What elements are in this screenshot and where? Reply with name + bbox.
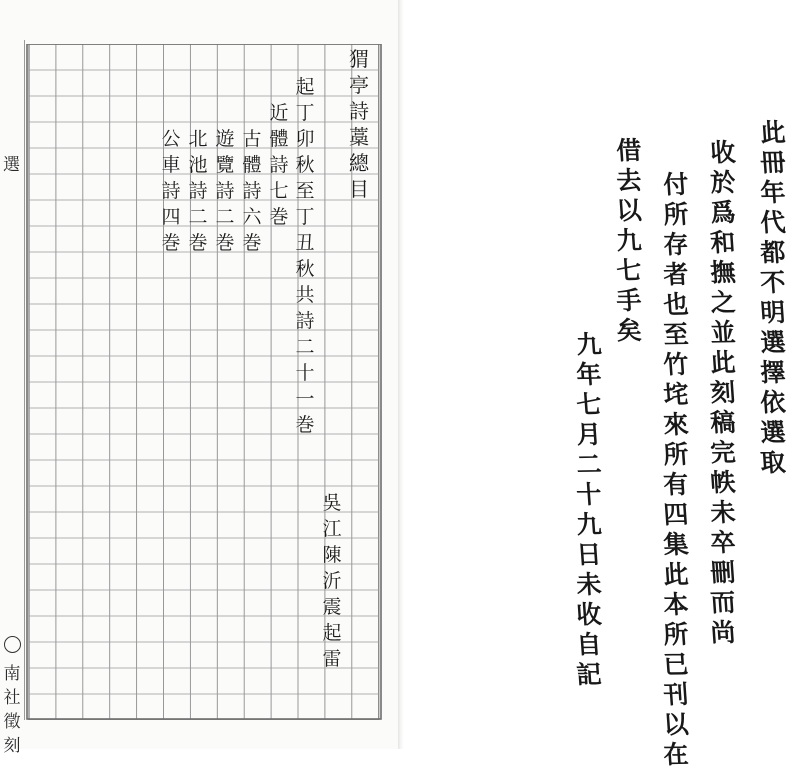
note-character: 者 xyxy=(662,259,690,290)
printer-mark-character: 徵 xyxy=(3,712,21,732)
note-character: 付 xyxy=(662,169,690,200)
title-character: 總 xyxy=(349,151,369,175)
author-character: 起 xyxy=(322,622,342,644)
note-character: 帙 xyxy=(709,467,737,498)
title-character: 目 xyxy=(349,177,369,201)
printer-mark-character: 社 xyxy=(3,688,21,708)
note-character: 代 xyxy=(759,207,787,238)
note-character: 所 xyxy=(662,439,690,470)
left-page xyxy=(0,0,400,756)
note-character: 年 xyxy=(575,359,603,390)
note-character: 以 xyxy=(615,195,643,226)
catalog-line-summary xyxy=(292,74,318,438)
note-character: 手 xyxy=(615,285,643,316)
catalog-character: 車 xyxy=(161,154,181,176)
note-character: 和 xyxy=(709,227,737,258)
catalog-character: 詩 xyxy=(269,154,289,176)
note-character: 來 xyxy=(662,409,690,440)
note-character: 未 xyxy=(709,497,737,528)
catalog-character: 七 xyxy=(269,180,289,202)
catalog-character: 二 xyxy=(295,336,315,358)
handwritten-note-column xyxy=(612,136,646,346)
catalog-character: 詩 xyxy=(161,180,181,202)
note-character: 有 xyxy=(662,469,690,500)
note-character: 七 xyxy=(575,389,603,420)
catalog-character: 巻 xyxy=(188,232,208,254)
author-character: 震 xyxy=(322,596,342,618)
catalog-character: 二 xyxy=(188,206,208,228)
catalog-character: 四 xyxy=(161,206,181,228)
title-character: 亭 xyxy=(349,73,369,97)
catalog-character: 秋 xyxy=(295,258,315,280)
note-character: 擇 xyxy=(759,357,787,388)
note-character: 明 xyxy=(759,297,787,328)
note-character: 收 xyxy=(709,137,737,168)
note-character: 九 xyxy=(615,225,643,256)
printer-mark-circle xyxy=(4,636,21,653)
manuscript-grid-sheet xyxy=(26,44,384,720)
note-character: 二 xyxy=(575,449,603,480)
catalog-character: 公 xyxy=(161,128,181,150)
note-character: 已 xyxy=(662,649,690,680)
note-character: 七 xyxy=(615,255,643,286)
author-character: 陳 xyxy=(322,544,342,566)
note-character: 之 xyxy=(709,287,737,318)
catalog-character: 巻 xyxy=(295,414,315,436)
catalog-character: 至 xyxy=(295,180,315,202)
note-character: 四 xyxy=(662,499,690,530)
note-character: 刊 xyxy=(662,679,690,710)
catalog-character: 池 xyxy=(188,154,208,176)
catalog-character: 巻 xyxy=(242,232,262,254)
catalog-character: 體 xyxy=(242,154,262,176)
note-character: 不 xyxy=(759,267,787,298)
title-character: 猬 xyxy=(349,47,369,71)
note-character: 也 xyxy=(662,289,690,320)
note-character: 借 xyxy=(615,135,643,166)
note-character: 十 xyxy=(575,479,603,510)
note-character: 完 xyxy=(709,437,737,468)
catalog-character: 十 xyxy=(295,362,315,384)
catalog-character: 共 xyxy=(295,284,315,306)
catalog-character: 丁 xyxy=(295,102,315,124)
handwritten-note-column xyxy=(756,118,790,478)
catalog-character: 丁 xyxy=(295,206,315,228)
note-character: 竹 xyxy=(662,349,690,380)
note-character: 垞 xyxy=(662,379,690,410)
note-character: 所 xyxy=(662,619,690,650)
handwritten-note-column xyxy=(659,170,693,770)
author-character: 沂 xyxy=(322,570,342,592)
note-character: 選 xyxy=(759,327,787,358)
note-character: 爲 xyxy=(709,197,737,228)
catalog-character: 詩 xyxy=(242,180,262,202)
note-character: 於 xyxy=(709,167,737,198)
note-character: 都 xyxy=(759,237,787,268)
note-character: 而 xyxy=(709,587,737,618)
handwritten-note-column xyxy=(572,330,606,690)
note-character: 日 xyxy=(575,539,603,570)
author-signature xyxy=(319,490,345,672)
catalog-character: 六 xyxy=(242,206,262,228)
catalog-character: 巻 xyxy=(215,232,235,254)
margin-character: 選 xyxy=(3,155,20,175)
catalog-character: 巻 xyxy=(161,232,181,254)
catalog-character: 一 xyxy=(295,388,315,410)
catalog-character: 遊 xyxy=(215,128,235,150)
note-character: 取 xyxy=(759,447,787,478)
author-character: 吳 xyxy=(322,492,342,514)
note-character: 集 xyxy=(662,529,690,560)
note-character: 九 xyxy=(575,329,603,360)
note-character: 自 xyxy=(575,629,603,660)
note-character: 此 xyxy=(662,559,690,590)
catalog-character: 體 xyxy=(269,128,289,150)
note-character: 收 xyxy=(575,599,603,630)
catalog-title xyxy=(346,46,372,202)
note-character: 存 xyxy=(662,229,690,260)
note-character: 撫 xyxy=(709,257,737,288)
note-character: 所 xyxy=(662,199,690,230)
handwritten-note-column xyxy=(706,138,740,648)
catalog-character: 二 xyxy=(215,206,235,228)
catalog-line-beichi xyxy=(185,126,211,256)
catalog-character: 詩 xyxy=(295,310,315,332)
note-character: 九 xyxy=(575,509,603,540)
note-character: 卒 xyxy=(709,527,737,558)
note-character: 月 xyxy=(575,419,603,450)
note-character: 刪 xyxy=(709,557,737,588)
note-character: 稿 xyxy=(709,407,737,438)
margin-strip xyxy=(0,40,25,756)
author-character: 江 xyxy=(322,518,342,540)
author-character: 雷 xyxy=(322,648,342,670)
note-character: 依 xyxy=(759,387,787,418)
note-character: 在 xyxy=(662,739,690,770)
right-page xyxy=(404,0,800,770)
catalog-character: 覽 xyxy=(215,154,235,176)
note-character: 尚 xyxy=(709,617,737,648)
note-character: 本 xyxy=(662,589,690,620)
note-character: 冊 xyxy=(759,147,787,178)
catalog-character: 北 xyxy=(188,128,208,150)
note-character: 至 xyxy=(662,319,690,350)
printer-mark-character: 刻 xyxy=(3,736,21,756)
catalog-character: 起 xyxy=(295,76,315,98)
note-character: 記 xyxy=(575,659,603,690)
catalog-line-guti xyxy=(239,126,265,256)
catalog-character: 詩 xyxy=(215,180,235,202)
catalog-character: 巻 xyxy=(269,206,289,228)
title-character: 藁 xyxy=(349,125,369,149)
note-character: 年 xyxy=(759,177,787,208)
catalog-character: 卯 xyxy=(295,128,315,150)
catalog-character: 詩 xyxy=(188,180,208,202)
catalog-character: 近 xyxy=(269,102,289,124)
note-character: 選 xyxy=(759,417,787,448)
note-character: 以 xyxy=(662,709,690,740)
catalog-character: 古 xyxy=(242,128,262,150)
catalog-line-youlan xyxy=(212,126,238,256)
catalog-line-jinti xyxy=(266,100,292,230)
note-character: 刻 xyxy=(709,377,737,408)
note-character: 此 xyxy=(759,117,787,148)
title-character: 詩 xyxy=(349,99,369,123)
printer-mark-character: 南 xyxy=(3,664,21,684)
printer-mark xyxy=(2,662,22,758)
note-character: 此 xyxy=(709,347,737,378)
note-character: 去 xyxy=(615,165,643,196)
catalog-character: 秋 xyxy=(295,154,315,176)
catalog-character: 丑 xyxy=(295,232,315,254)
catalog-line-gongche xyxy=(158,126,184,256)
note-character: 並 xyxy=(709,317,737,348)
note-character: 未 xyxy=(575,569,603,600)
note-character: 矣 xyxy=(615,315,643,346)
